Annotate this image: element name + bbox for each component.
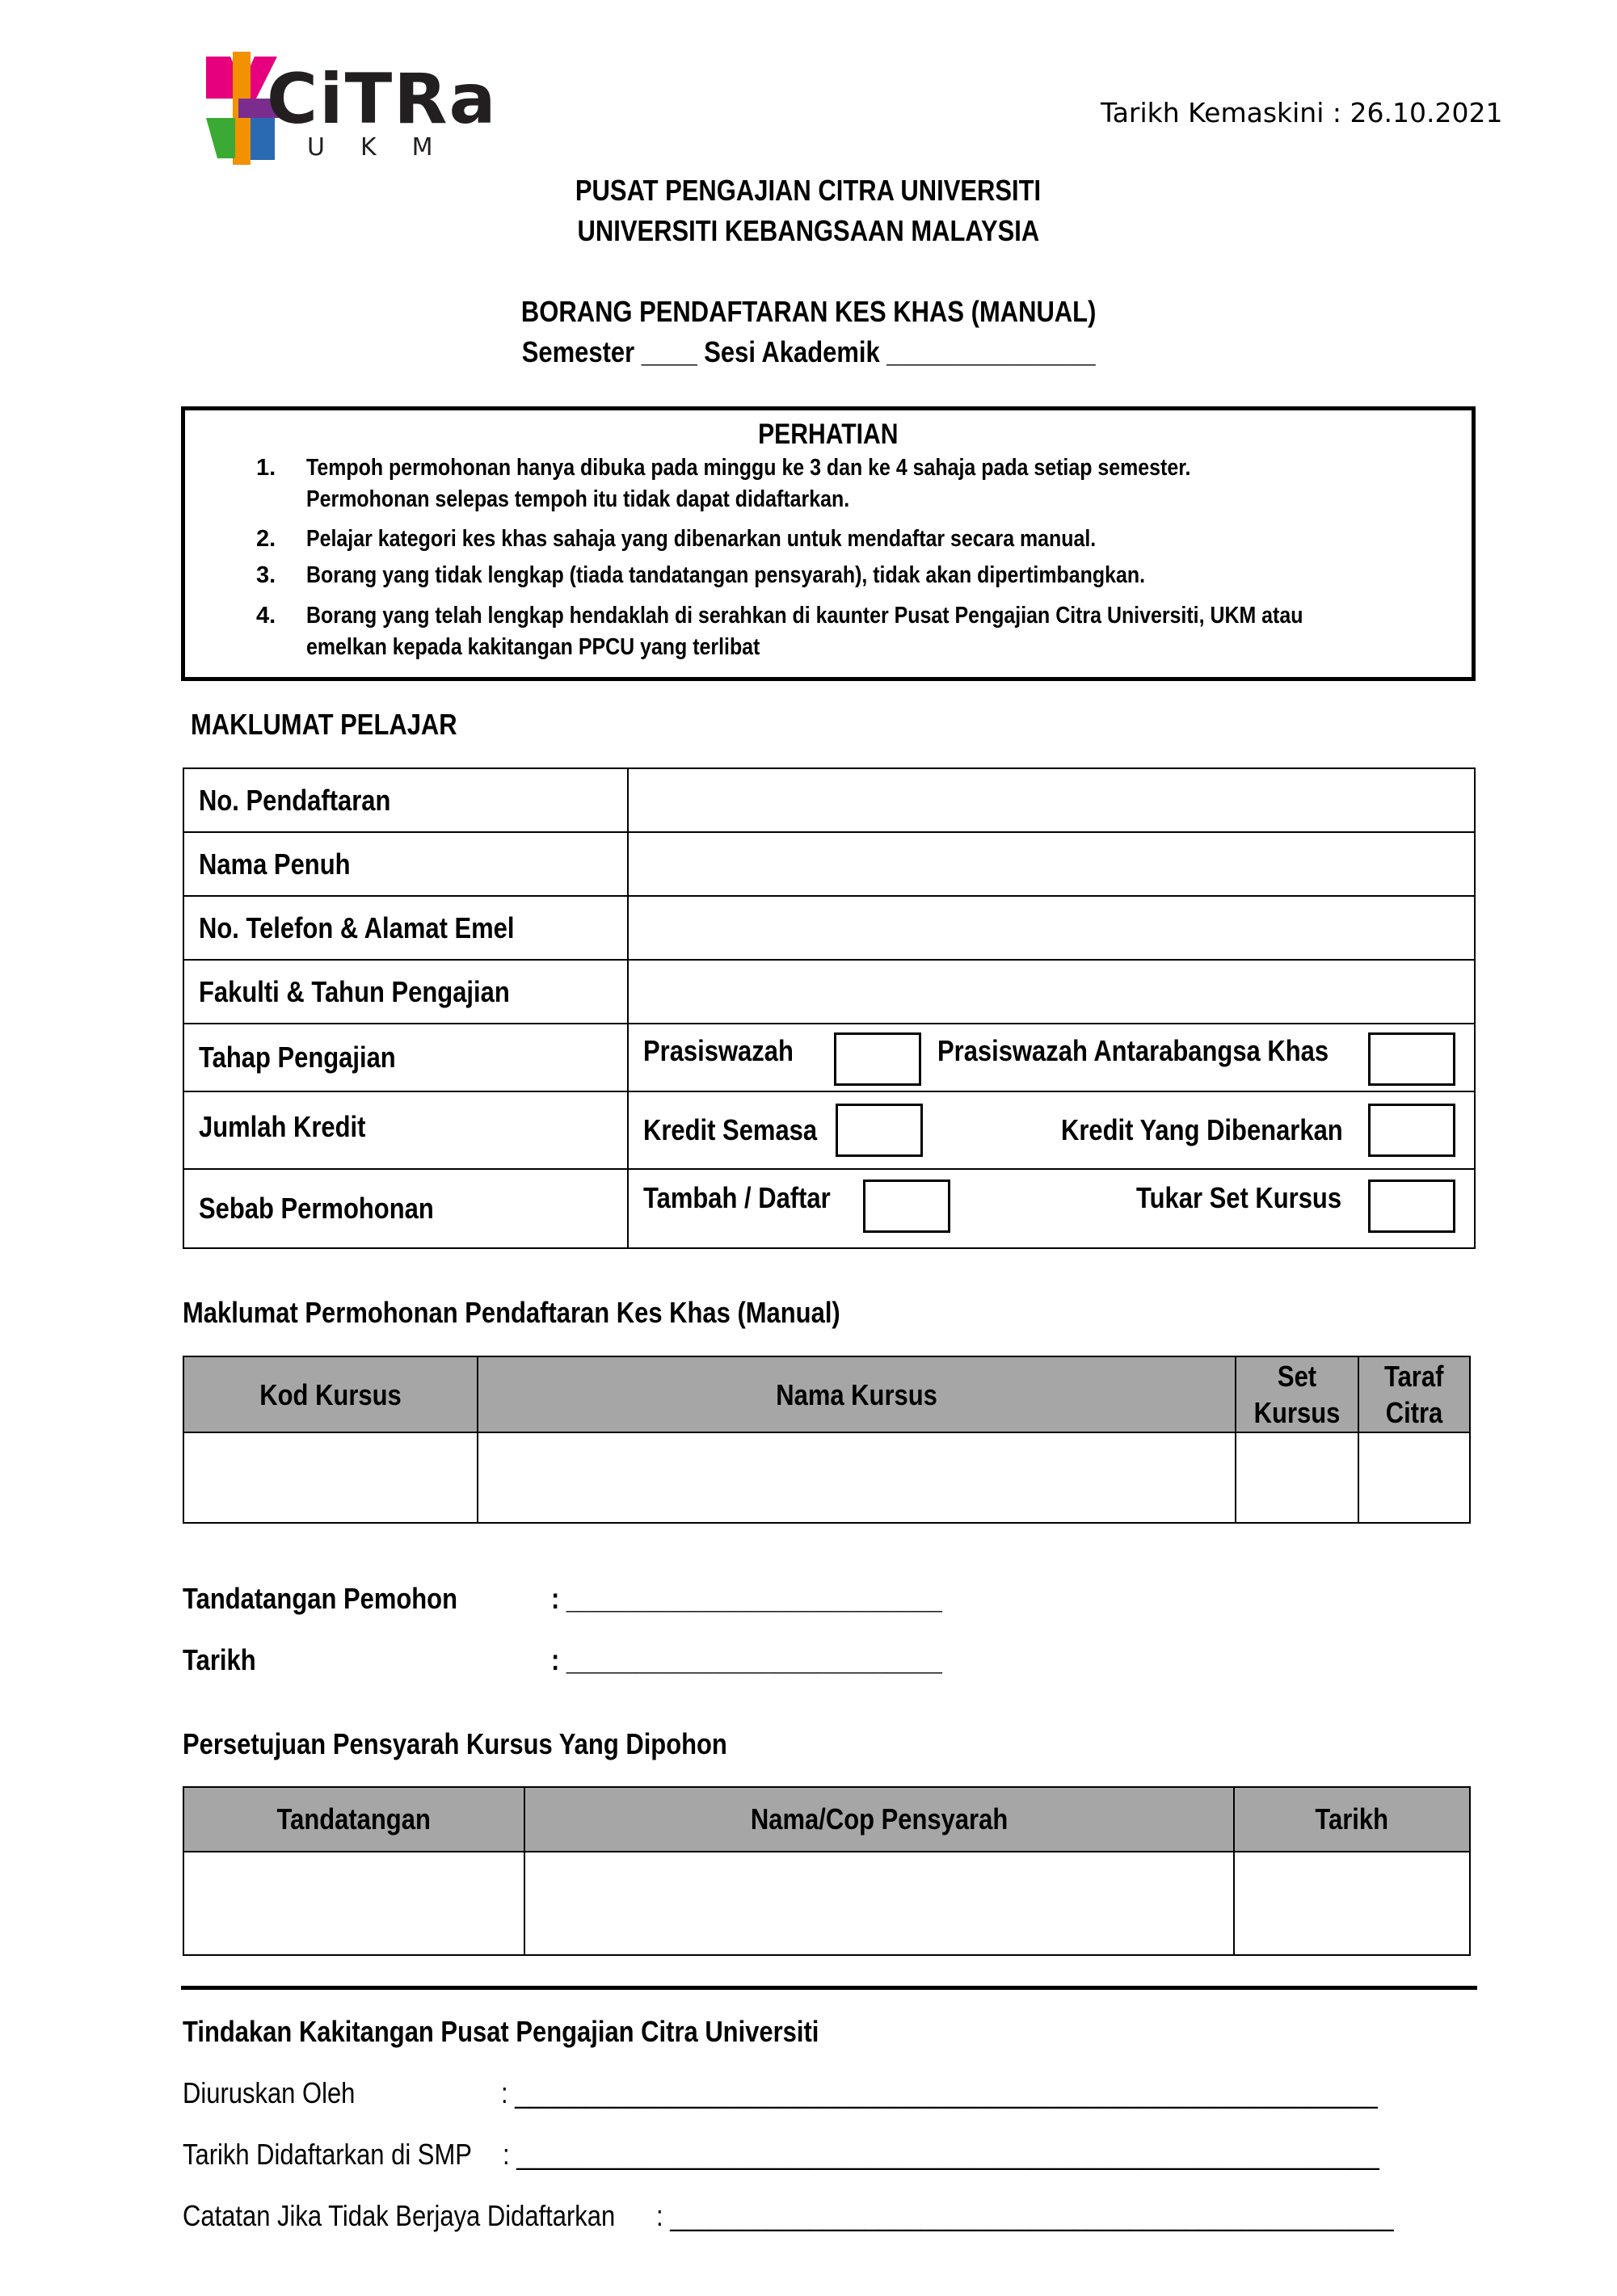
table-row: [183, 832, 1475, 896]
allowed-credit-field[interactable]: [1368, 1104, 1455, 1157]
course-code-field[interactable]: [183, 1432, 478, 1523]
table-row: [183, 960, 1475, 1024]
notice-title: PERHATIAN: [758, 418, 899, 450]
table-header-row: [183, 1787, 1470, 1852]
lecturer-approval-heading: Persetujuan Pensyarah Kursus Yang Dipohon: [183, 1727, 727, 1760]
staff-action-heading: Tindakan Kakitangan Pusat Pengajian Citra Universiti: [183, 2015, 819, 2048]
course-set-field[interactable]: [1236, 1432, 1358, 1523]
institution-name: PUSAT PENGAJIAN CITRA UNIVERSITI: [575, 174, 1042, 207]
full-name-field[interactable]: [628, 832, 1475, 896]
section-divider: [181, 1986, 1477, 1990]
row-label: Nama Penuh: [183, 832, 628, 896]
lecturer-name-stamp-field[interactable]: [524, 1852, 1233, 1955]
course-application-heading: Maklumat Permohonan Pendaftaran Kes Khas (Manual): [183, 1296, 840, 1329]
lecturer-approval-table: [183, 1786, 1471, 1956]
add-register-checkbox[interactable]: [863, 1180, 950, 1233]
row-label: Tahap Pengajian: [183, 1024, 628, 1091]
phone-email-field[interactable]: [628, 896, 1475, 960]
change-course-set-label: Tukar Set Kursus: [1136, 1181, 1342, 1214]
add-register-label: Tambah / Daftar: [643, 1181, 831, 1214]
column-header: Tandatangan: [183, 1787, 524, 1852]
row-label: Sebab Permohonan: [183, 1169, 628, 1248]
row-label: No. Telefon & Alamat Emel: [183, 896, 628, 960]
table-row: [183, 1169, 1475, 1248]
intl-special-option-label: Prasiswazah Antarabangsa Khas: [937, 1034, 1329, 1067]
student-info-heading: MAKLUMAT PELAJAR: [191, 708, 457, 741]
faculty-year-field[interactable]: [628, 960, 1475, 1024]
handled-by-line[interactable]: : ______________________________________________________________: [501, 2076, 1378, 2109]
notice-box: PERHATIAN 1. Tempoh permohonan hanya dibuka pada minggu ke 3 dan ke 4 sahaja pada setiap semester. Permohonan selepas tempoh itu tidak dapat didaftarkan. 2. Pelajar kategori kes khas sahaja yang dibenarkan untuk mendaftar secara manual. 3. Borang yang tidak lengkap (tiada tandatangan pensyarah), tidak akan dipertimbangkan. 4. Borang yang telah lengkap hendaklah di serahkan di kaunter Pusat Pengajian Citra Universiti, UKM atau emelkan kepada kakitangan PPCU yang terlibat: [181, 406, 1476, 681]
table-row: [183, 896, 1475, 960]
column-header: Kod Kursus: [183, 1356, 478, 1432]
allowed-credit-label: Kredit Yang Dibenarkan: [1061, 1113, 1343, 1146]
reason-cell: [628, 1169, 1475, 1248]
failed-note-line[interactable]: : ____________________________________________________: [656, 2199, 1394, 2232]
applicant-date-label: Tarikh: [183, 1643, 256, 1676]
column-header: Set Kursus: [1236, 1356, 1358, 1432]
current-credit-label: Kredit Semasa: [643, 1113, 818, 1146]
lecturer-signature-field[interactable]: [183, 1852, 524, 1955]
failed-note-label: Catatan Jika Tidak Berjaya Didaftarkan: [183, 2199, 616, 2232]
applicant-signature-line[interactable]: : ___________________________: [551, 1582, 942, 1615]
table-header-row: [183, 1356, 1470, 1432]
change-course-set-checkbox[interactable]: [1368, 1180, 1455, 1233]
last-updated-date: Tarikh Kemaskini : 26.10.2021: [1101, 97, 1503, 128]
student-info-table: [183, 767, 1476, 1249]
intl-special-checkbox[interactable]: [1368, 1032, 1455, 1086]
row-label: No. Pendaftaran: [183, 768, 628, 832]
applicant-signature-label: Tandatangan Pemohon: [183, 1582, 458, 1615]
row-label: Fakulti & Tahun Pengajian: [183, 960, 628, 1024]
table-row: [183, 1024, 1475, 1091]
university-name: UNIVERSITI KEBANGSAAN MALAYSIA: [577, 214, 1040, 247]
table-row: [183, 768, 1475, 832]
course-application-table: [183, 1356, 1471, 1524]
form-title: BORANG PENDAFTARAN KES KHAS (MANUAL): [520, 295, 1097, 328]
study-level-cell: [628, 1024, 1475, 1091]
smp-date-label: Tarikh Didaftarkan di SMP: [183, 2138, 472, 2171]
applicant-date-line[interactable]: : ___________________________: [551, 1643, 942, 1676]
course-name-field[interactable]: [478, 1432, 1236, 1523]
row-label: Jumlah Kredit: [183, 1091, 628, 1169]
credit-cell: [628, 1091, 1475, 1169]
logo-subtitle: UKM: [307, 133, 469, 162]
table-row: [183, 1091, 1475, 1169]
table-row: [183, 1432, 1470, 1523]
column-header: Taraf Citra: [1358, 1356, 1470, 1432]
lecturer-date-field[interactable]: [1234, 1852, 1470, 1955]
table-row: [183, 1852, 1470, 1955]
handled-by-label: Diuruskan Oleh: [183, 2076, 356, 2109]
current-credit-field[interactable]: [836, 1104, 923, 1157]
semester-session-line: Semester ____ Sesi Akademik _______________: [521, 335, 1096, 368]
undergraduate-option-label: Prasiswazah: [643, 1034, 794, 1067]
smp-date-line[interactable]: : ______________________________________________________________: [503, 2138, 1379, 2171]
citra-level-field[interactable]: [1358, 1432, 1470, 1523]
undergraduate-checkbox[interactable]: [834, 1032, 921, 1086]
registration-number-field[interactable]: [628, 768, 1475, 832]
column-header: Tarikh: [1234, 1787, 1470, 1852]
column-header: Nama/Cop Pensyarah: [524, 1787, 1233, 1852]
logo-wordmark: CiTRa: [267, 59, 498, 140]
column-header: Nama Kursus: [478, 1356, 1236, 1432]
